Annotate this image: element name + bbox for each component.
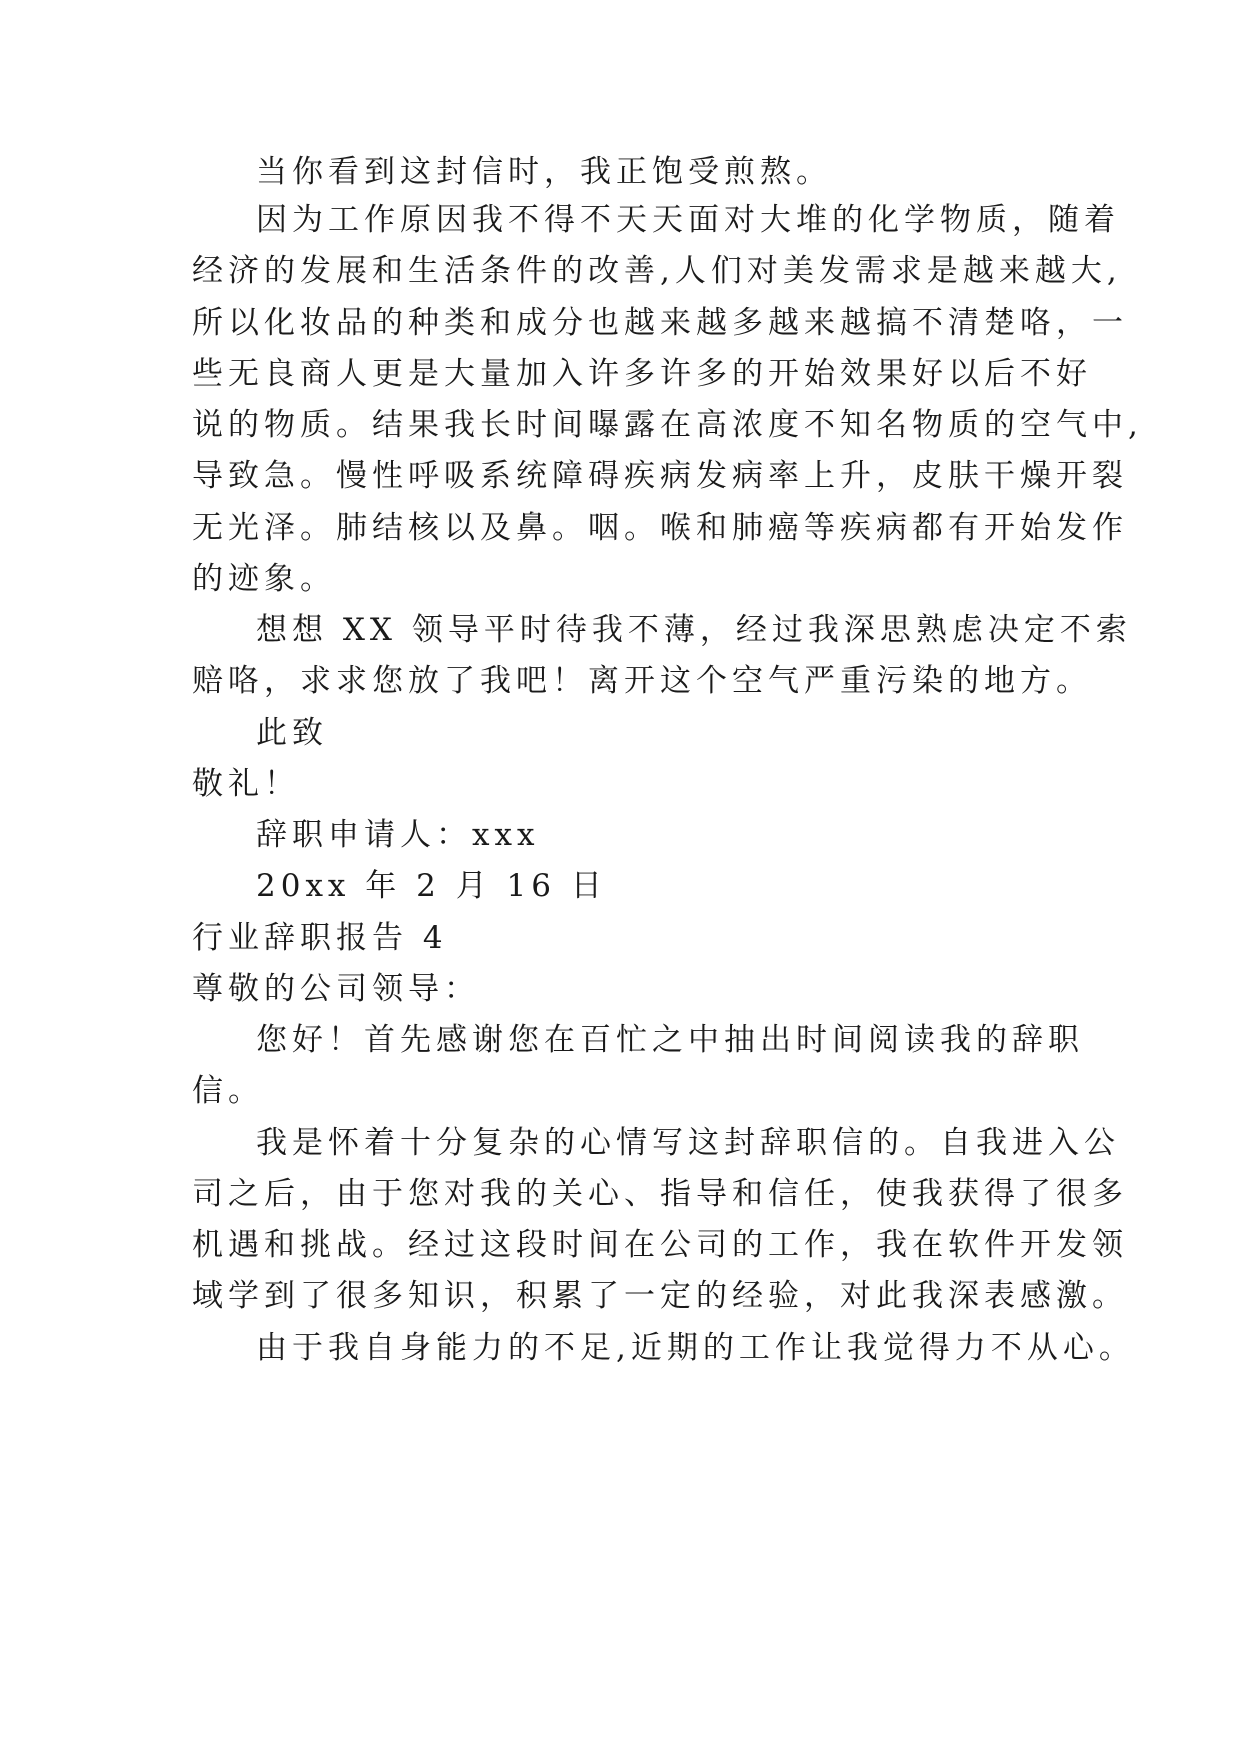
text-line: 的迹象。	[192, 561, 336, 597]
text-line: 敬礼！	[192, 766, 300, 802]
text-line: 域学到了很多知识，积累了一定的经验，对此我深表感激。	[192, 1278, 1128, 1314]
text-line: 因为工作原因我不得不天天面对大堆的化学物质，随着	[256, 202, 1120, 238]
text-line: 机遇和挑战。经过这段时间在公司的工作，我在软件开发领	[192, 1227, 1128, 1263]
text-line: 此致	[256, 715, 328, 751]
text-line: 辞职申请人：xxx	[256, 817, 540, 853]
text-line: 行业辞职报告 4	[192, 920, 448, 956]
text-line: 您好！首先感谢您在百忙之中抽出时间阅读我的辞职	[256, 1022, 1084, 1058]
text-line: 些无良商人更是大量加入许多许多的开始效果好以后不好	[192, 356, 1092, 392]
text-line: 导致急。慢性呼吸系统障碍疾病发病率上升，皮肤干燥开裂	[192, 458, 1128, 494]
text-line: 想想 XX 领导平时待我不薄，经过我深思熟虑决定不索	[256, 612, 1132, 648]
text-line: 尊敬的公司领导：	[192, 971, 480, 1007]
text-line: 所以化妆品的种类和成分也越来越多越来越搞不清楚咯，一	[192, 305, 1128, 341]
text-line: 说的物质。结果我长时间曝露在高浓度不知名物质的空气中,	[192, 407, 1143, 443]
text-line: 我是怀着十分复杂的心情写这封辞职信的。自我进入公	[256, 1125, 1120, 1161]
text-line: 赔咯，求求您放了我吧！离开这个空气严重污染的地方。	[192, 663, 1092, 699]
text-line: 司之后，由于您对我的关心、指导和信任，使我获得了很多	[192, 1176, 1128, 1212]
text-line: 经济的发展和生活条件的改善,人们对美发需求是越来越大,	[192, 253, 1122, 289]
text-line: 当你看到这封信时，我正饱受煎熬。	[256, 154, 832, 190]
text-line: 信。	[192, 1073, 264, 1109]
text-line: 20xx 年 2 月 16 日	[256, 868, 607, 904]
text-line: 无光泽。肺结核以及鼻。咽。喉和肺癌等疾病都有开始发作	[192, 510, 1128, 546]
text-line: 由于我自身能力的不足,近期的工作让我觉得力不从心。	[256, 1330, 1135, 1366]
